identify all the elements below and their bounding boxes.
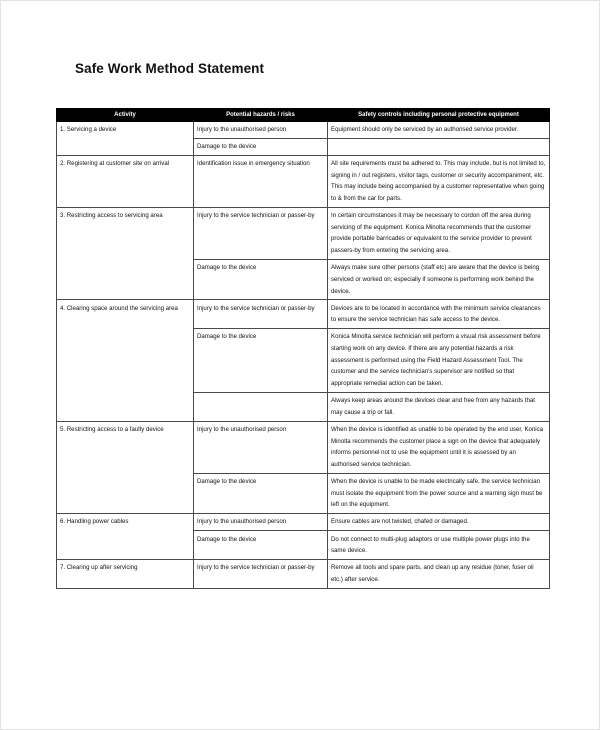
cell-hazard: Damage to the device (194, 329, 328, 393)
column-header-hazard: Potential hazards / risks (194, 109, 328, 122)
cell-control: Equipment should only be serviced by an authorised service provider. (328, 121, 550, 138)
cell-control: Remove all tools and spare parts, and clean up any residue (toner, fuser oil etc.) after service. (328, 560, 550, 589)
cell-control: All site requirements must be adhered to. This may include, but is not limited to, signing in / out registers, visitor tags, customer or security accompaniment, etc. This may include being accompanied by a customer representative when going to & from the car for parts. (328, 155, 550, 207)
table-row (57, 514, 550, 531)
cell-control: When the device is identified as unable to be operated by the end user, Konica Minolta recommends the customer place a sign on the device that adequately informs personnel not to use the equipment until it is assessed by an authorised service technician. (328, 421, 550, 473)
table-row (57, 560, 550, 589)
cell-control (328, 138, 550, 155)
cell-hazard: Injury to the unauthorised person (194, 421, 328, 473)
cell-activity: 4. Clearing space around the servicing area (57, 300, 194, 421)
cell-hazard: Damage to the device (194, 259, 328, 299)
cell-control: Konica Minolta service technician will perform a visual risk assessment before starting work on any device. If there are any potential hazards a risk assessment is performed using the Field Hazard Assessment Tool. The customer and the service technician's supervisor are notified so that appropriate remedial action can be taken. (328, 329, 550, 393)
cell-hazard (194, 392, 328, 421)
cell-hazard: Injury to the unauthorised person (194, 514, 328, 531)
cell-activity: 2. Registering at customer site on arrival (57, 155, 194, 207)
table-header (57, 109, 550, 122)
cell-hazard: Injury to the service technician or passer-by (194, 560, 328, 589)
cell-activity: 1. Servicing a device (57, 121, 194, 155)
cell-control: Ensure cables are not twisted, chafed or damaged. (328, 514, 550, 531)
cell-control: Do not connect to multi-plug adaptors or use multiple power plugs into the same device. (328, 531, 550, 560)
cell-hazard: Damage to the device (194, 473, 328, 513)
cell-hazard: Injury to the unauthorised person (194, 121, 328, 138)
cell-control: Devices are to be located in accordance with the minimum service clearances to ensure the service technician has safe access to the device. (328, 300, 550, 329)
cell-hazard: Damage to the device (194, 531, 328, 560)
cell-control: Always make sure other persons (staff etc) are aware that the device is being serviced or worked on; especially if someone is performing work behind the device. (328, 259, 550, 299)
cell-activity: 5. Restricting access to a faulty device (57, 421, 194, 514)
cell-activity: 7. Clearing up after servicing (57, 560, 194, 589)
page-title: Safe Work Method Statement (75, 61, 265, 76)
cell-activity: 6. Handling power cables (57, 514, 194, 560)
cell-hazard: Injury to the service technician or passer-by (194, 207, 328, 259)
table-row (57, 421, 550, 473)
column-header-activity: Activity (57, 109, 194, 122)
cell-control: Always keep areas around the devices clear and free from any hazards that may cause a trip or fall. (328, 392, 550, 421)
cell-hazard: Identification issue in emergency situation (194, 155, 328, 207)
column-header-control: Safety controls including personal protective equipment (328, 109, 550, 122)
table-row (57, 300, 550, 329)
cell-activity: 3. Restricting access to servicing area (57, 207, 194, 300)
cell-hazard: Injury to the service technician or passer-by (194, 300, 328, 329)
table-header-row (57, 109, 550, 122)
cell-hazard: Damage to the device (194, 138, 328, 155)
table-row (57, 121, 550, 138)
cell-control: When the device is unable to be made electrically safe, the service technician must isolate the equipment from the power source and a warning sign must be left on the equipment. (328, 473, 550, 513)
table-body (57, 121, 550, 588)
table-row (57, 155, 550, 207)
table-row (57, 207, 550, 259)
safe-work-method-table (56, 108, 550, 589)
cell-control: In certain circumstances it may be necessary to cordon off the area during servicing of the equipment. Konica Minolta recommends that the customer provide portable barricades or equivalent to the service provider to prevent passers-by from entering the servicing area. (328, 207, 550, 259)
